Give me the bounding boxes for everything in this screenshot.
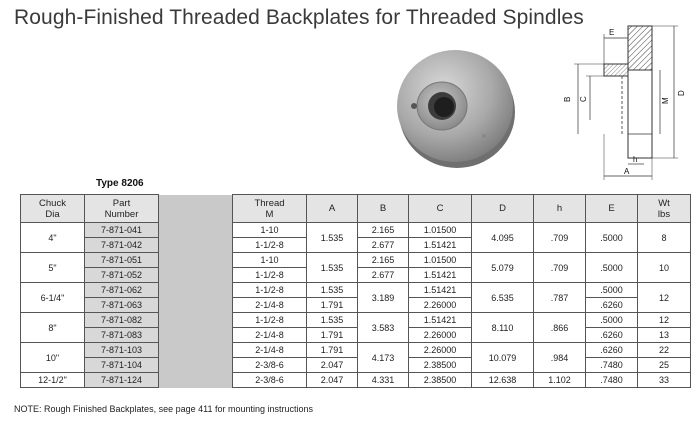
blank-cell [159,223,233,253]
wt-cell: 13 [638,328,691,343]
b-cell: 2.165 [358,223,409,238]
chuck-dia-cell: 4" [21,223,85,253]
part-number-cell: 7-871-104 [85,358,159,373]
wt-cell: 12 [638,313,691,328]
b-cell: 3.583 [358,313,409,343]
c-cell: 1.51421 [409,268,472,283]
b-cell: 2.677 [358,238,409,253]
table-row [21,298,691,313]
blank-cell [159,343,233,373]
chuck-dia-cell: 10" [21,343,85,373]
thread-cell: 1-10 [233,253,307,268]
h-cell: .866 [534,313,586,343]
c-cell: 2.26000 [409,298,472,313]
e-cell: .6260 [586,328,638,343]
b-cell: 4.331 [358,373,409,388]
type-label: Type 8206 [96,178,144,189]
thread-cell: 2-1/4-8 [233,343,307,358]
backplate-cross-section-diagram [560,24,692,184]
chuck-dia-cell: 5" [21,253,85,283]
h-cell: .787 [534,283,586,313]
h-cell: 1.102 [534,373,586,388]
wt-cell: 8 [638,223,691,253]
wt-cell: 12 [638,283,691,313]
c-cell: 2.26000 [409,328,472,343]
a-cell: 1.791 [307,328,358,343]
a-cell: 1.791 [307,298,358,313]
dim-label-c: C [579,96,588,102]
chuck-dia-cell: 8" [21,313,85,343]
a-cell: 2.047 [307,358,358,373]
a-cell: 1.791 [307,343,358,358]
a-cell: 1.535 [307,253,358,283]
part-number-cell: 7-871-082 [85,313,159,328]
part-number-cell: 7-871-103 [85,343,159,358]
blank-cell [159,313,233,343]
e-cell: .6260 [586,298,638,313]
dim-label-a: A [624,167,630,176]
blank-cell [159,253,233,283]
wt-cell: 10 [638,253,691,283]
table-row [21,358,691,373]
backplate-photo [392,40,522,172]
b-cell: 3.189 [358,283,409,313]
c-cell: 1.51421 [409,313,472,328]
table-row [21,253,691,268]
chuck-dia-cell: 6-1/4" [21,283,85,313]
dim-label-h: h [633,155,638,164]
b-cell: 4.173 [358,343,409,373]
header-c: C [409,195,472,223]
wt-cell: 25 [638,358,691,373]
e-cell: .5000 [586,313,638,328]
part-number-cell: 7-871-041 [85,223,159,238]
dim-label-d: D [677,90,686,96]
thread-cell: 2-3/8-6 [233,358,307,373]
d-cell: 5.079 [472,253,534,283]
thread-cell: 1-1/2-8 [233,268,307,283]
table-row [21,223,691,238]
h-cell: .709 [534,253,586,283]
header-wt: Wt lbs [638,195,691,223]
a-cell: 2.047 [307,373,358,388]
header-b: B [358,195,409,223]
thread-cell: 1-1/2-8 [233,238,307,253]
a-cell: 1.535 [307,313,358,328]
e-cell: .5000 [586,253,638,283]
blank-cell [159,283,233,313]
d-cell: 4.095 [472,223,534,253]
c-cell: 2.38500 [409,373,472,388]
table-row [21,313,691,328]
dim-label-b: B [563,96,572,102]
c-cell: 2.38500 [409,358,472,373]
c-cell: 1.51421 [409,283,472,298]
e-cell: .7480 [586,358,638,373]
b-cell: 2.677 [358,268,409,283]
part-number-cell: 7-871-124 [85,373,159,388]
thread-cell: 1-1/2-8 [233,283,307,298]
thread-cell: 2-1/4-8 [233,298,307,313]
thread-cell: 1-10 [233,223,307,238]
e-cell: .6260 [586,343,638,358]
header-a: A [307,195,358,223]
header-part-number: Part Number [85,195,159,223]
table-row [21,328,691,343]
footnote: NOTE: Rough Finished Backplates, see page 411 for mounting instructions [14,404,313,414]
d-cell: 6.535 [472,283,534,313]
header-thread: Thread M [233,195,307,223]
part-number-cell: 7-871-063 [85,298,159,313]
page-title: Rough-Finished Threaded Backplates for Threaded Spindles [14,6,584,29]
d-cell: 10.079 [472,343,534,373]
a-cell: 1.535 [307,283,358,298]
thread-cell: 1-1/2-8 [233,313,307,328]
part-number-cell: 7-871-052 [85,268,159,283]
specifications-table [20,194,691,388]
d-cell: 8.110 [472,313,534,343]
c-cell: 1.51421 [409,238,472,253]
e-cell: .5000 [586,223,638,253]
h-cell: .709 [534,223,586,253]
d-cell: 12.638 [472,373,534,388]
blank-cell [159,373,233,388]
table-row [21,343,691,358]
part-number-cell: 7-871-051 [85,253,159,268]
table-header-row [21,195,691,223]
a-cell: 1.535 [307,223,358,253]
chuck-dia-cell: 12-1/2" [21,373,85,388]
header-d: D [472,195,534,223]
header-blank [159,195,233,223]
e-cell: .5000 [586,283,638,298]
wt-cell: 33 [638,373,691,388]
e-cell: .7480 [586,373,638,388]
part-number-cell: 7-871-042 [85,238,159,253]
part-number-cell: 7-871-083 [85,328,159,343]
wt-cell: 22 [638,343,691,358]
thread-cell: 2-1/4-8 [233,328,307,343]
thread-cell: 2-3/8-6 [233,373,307,388]
header-e: E [586,195,638,223]
header-h: h [534,195,586,223]
dim-label-m: M [661,97,670,104]
c-cell: 2.26000 [409,343,472,358]
dim-label-e: E [609,28,615,37]
table-row [21,373,691,388]
c-cell: 1.01500 [409,253,472,268]
b-cell: 2.165 [358,253,409,268]
header-chuck-dia: Chuck Dia [21,195,85,223]
c-cell: 1.01500 [409,223,472,238]
table-row [21,283,691,298]
part-number-cell: 7-871-062 [85,283,159,298]
h-cell: .984 [534,343,586,373]
